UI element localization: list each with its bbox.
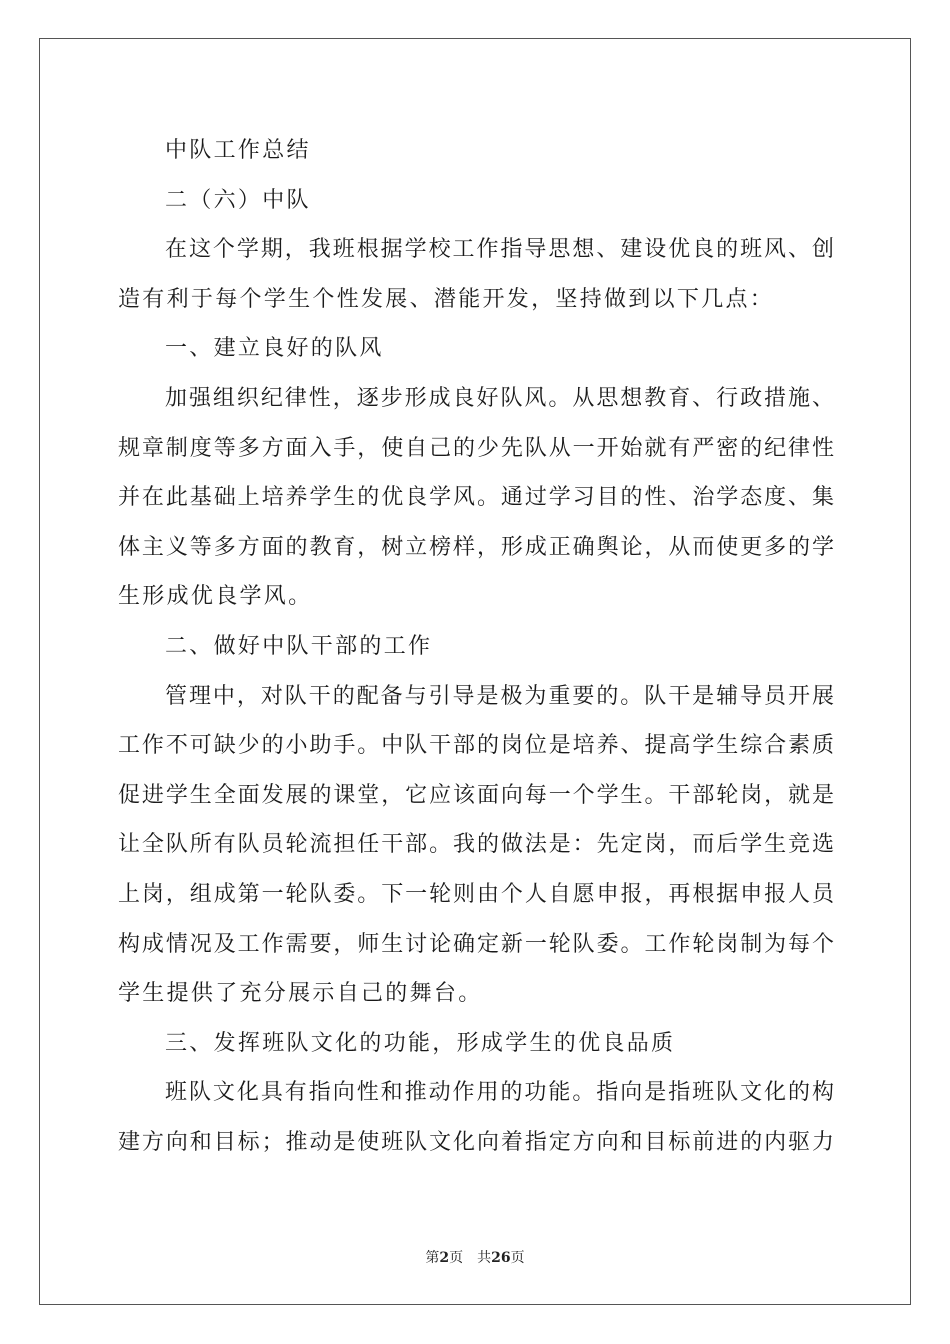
text-line: 在这个学期，我班根据学校工作指导思想、建设优良的班风、创: [165, 237, 834, 263]
text-line: 工作不可缺少的小助手。中队干部的岗位是培养、提高学生综合素质: [118, 733, 834, 759]
text-line: 加强组织纪律性，逐步形成良好队风。从思想教育、行政措施、: [165, 385, 834, 411]
text-line: 建方向和目标；推动是使班队文化向着指定方向和目标前进的内驱力: [118, 1129, 834, 1155]
text-line: 中队工作总结: [165, 138, 311, 163]
text-line: 管理中，对队干的配备与引导是极为重要的。队干是辅导员开展: [165, 683, 834, 709]
page-footer: [0, 1247, 950, 1267]
text-line: 造有利于每个学生个性发展、潜能开发，坚持做到以下几点：: [118, 286, 775, 312]
text-line: 二（六）中队: [165, 187, 311, 213]
text-line: 班队文化具有指向性和推动作用的功能。指向是指班队文化的构: [165, 1080, 834, 1106]
text-line: 让全队所有队员轮流担任干部。我的做法是：先定岗，而后学生竞选: [118, 832, 834, 858]
text-line: 学生提供了充分展示自己的舞台。: [118, 981, 483, 1007]
footer-total-suffix: 页: [510, 1250, 525, 1266]
text-line: 一、建立良好的队风: [165, 336, 384, 362]
footer-total-pages: 26: [491, 1250, 511, 1266]
footer-page-number: 2: [439, 1250, 450, 1266]
text-line: 三、发挥班队文化的功能，形成学生的优良品质: [165, 1030, 676, 1056]
document-body: [118, 126, 834, 1167]
footer-page-suffix: 页: [449, 1250, 464, 1266]
text-line: 规章制度等多方面入手，使自己的少先队从一开始就有严密的纪律性: [118, 435, 834, 461]
footer-total-prefix: 共: [477, 1250, 492, 1266]
text-line: 构成情况及工作需要，师生讨论确定新一轮队委。工作轮岗制为每个: [118, 931, 834, 957]
footer-page-prefix: 第: [425, 1250, 440, 1266]
text-line: 二、做好中队干部的工作: [165, 633, 433, 659]
text-line: 生形成优良学风。: [118, 584, 313, 610]
text-line: 促进学生全面发展的课堂，它应该面向每一个学生。干部轮岗，就是: [118, 782, 834, 808]
text-line: 并在此基础上培养学生的优良学风。通过学习目的性、治学态度、集: [118, 485, 834, 511]
text-line: 体主义等多方面的教育，树立榜样，形成正确舆论，从而使更多的学: [118, 534, 834, 560]
text-line: 上岗，组成第一轮队委。下一轮则由个人自愿申报，再根据申报人员: [118, 881, 834, 907]
